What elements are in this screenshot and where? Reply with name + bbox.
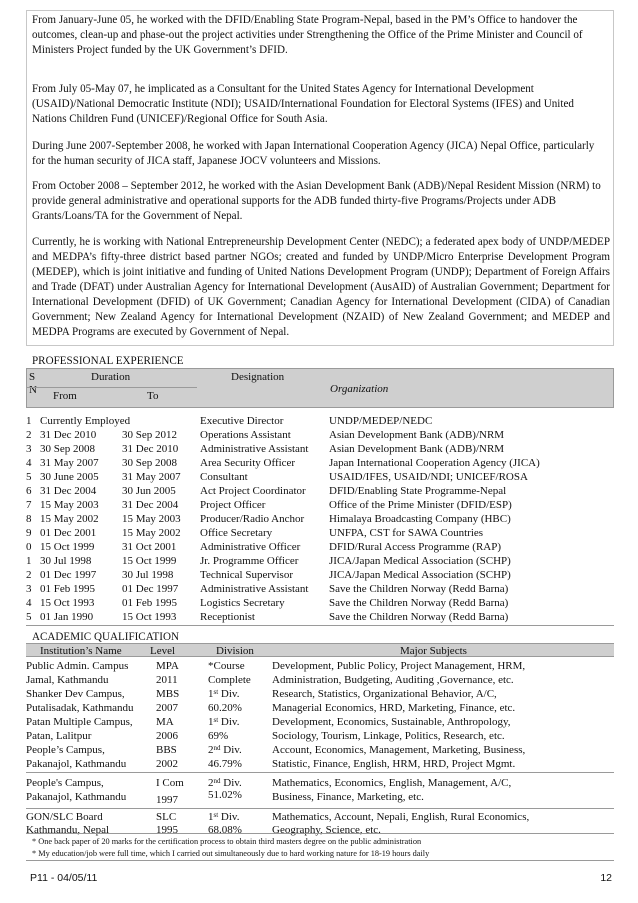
academic-table-header [26,643,614,657]
paragraph-jica: During June 2007-September 2008, he worked with Japan International Cooperation Agency (JICA) Nepal Office, particularly for the human security of JICA staff, Japanese JOCV volunteers and Missions. [32,140,595,167]
paragraph-nedc: Currently, he is working with National Entrepreneurship Development Center (NEDC); a federated apex body of UNDP/MEDEP and MEDPA’s fifty-three district based partner NGOs; created and funded by UNDP/Micro Enterprise Development Program (MEDEP), which is joint initiative and funding of United Nations Development Program (UNDP); Department of Foreign Affairs and Trade (DFAT) under Australian Agency for International Development (AusAID) of Australian Government; Department for International Development (DFID) of UK Government; Canadian Agency for International Development (CIDA) of Canadian Government; New Zealand Agency for International Development (NZAID) of New Zealand Government; and MEDEP and MEDPA Programs are executed by Government of Nepal. [32,236,610,338]
footer-page-number: 12 [600,872,612,884]
table-row: 7 15 May 2003 31 Dec 2004 Project Officer Office of the Prime Minister (DFID/ESP) [26,499,512,511]
header-to: To [147,390,159,402]
table-row: 2 01 Dec 1997 30 Jul 1998 Technical Supervisor JICA/Japan Medical Association (SCHP) [26,569,511,581]
table-row: 1 Currently Employed Executive Director UNDP/MEDEP/NEDC [26,415,433,427]
table-row: 9 01 Dec 2001 15 May 2002 Office Secretary UNFPA, CST for SAWA Countries [26,527,484,539]
header-institution: Institution’s Name [40,645,122,657]
footnote-back-paper: * One back paper of 20 marks for the certification process to obtain third masters degree on the public administration [32,837,422,846]
academic-divider [26,772,614,773]
table-row: 4 31 May 2007 30 Sep 2008 Area Security Officer Japan International Cooperation Agency (JICA) [26,457,540,469]
header-sn-s: S [29,371,36,383]
table-row: 3 01 Feb 1995 01 Dec 1997 Administrative Assistant Save the Children Norway (Redd Barna) [26,583,509,595]
header-major-subjects: Major Subjects [400,645,467,657]
table-row: 5 30 June 2005 31 May 2007 Consultant USAID/IFES, USAID/NDI; UNICEF/ROSA [26,471,528,483]
academic-divider [26,808,614,809]
table-row: 6 31 Dec 2004 30 Jun 2005 Act Project Coordinator DFID/Enabling State Programme-Nepal [26,485,507,497]
career-narrative-box [26,10,614,346]
paragraph-usaid: From July 05-May 07, he implicated as a Consultant for the United States Agency for International Development (USAID)/National Democratic Institute (NDI); USAID/International Foundation for Electoral Systems (IFES) and United Nations Children Fund (UNICEF)/Regional Office for South Asia. [32,83,574,125]
professional-table-bottom-rule [26,625,614,626]
table-row: 2 31 Dec 2010 30 Sep 2012 Operations Assistant Asian Development Bank (ADB)/NRM [26,429,505,441]
table-row: 8 15 May 2002 15 May 2003 Producer/Radio Anchor Himalaya Broadcasting Company (HBC) [26,513,511,525]
header-organization: Organization [330,383,389,395]
header-division: Division [216,645,254,657]
table-row: 5 01 Jan 1990 15 Oct 1993 Receptionist Save the Children Norway (Redd Barna) [26,611,509,623]
header-designation: Designation [231,371,285,383]
table-row: 3 30 Sep 2008 31 Dec 2010 Administrative Assistant Asian Development Bank (ADB)/NRM [26,443,505,455]
table-row: 0 15 Oct 1999 31 Oct 2001 Administrative Officer DFID/Rural Access Programme (RAP) [26,541,502,553]
paragraph-dfid: From January-June 05, he worked with the DFID/Enabling State Program-Nepal, based in the PM’s Office to handover the outcomes, clean-up and phase-out the project activities under Strengthening the Office of the Prime Minister and Council of Ministers Project funded by the UK Government’s DFID. [32,14,583,56]
footnote-full-time: * My education/job were full time, which I carried out simultaneously due to hard working nature for 18-19 hours daily [32,849,430,858]
header-duration: Duration [91,371,131,383]
header-level: Level [150,645,176,657]
paragraph-adb: From October 2008 – September 2012, he worked with the Asian Development Bank (ADB)/Nepal Resident Mission (NRM) to provide general administrative and operational supports for the ADB funded thirty-five Programs/Projects under ADB Grants/Loans/TA for the Government of Nepal. [32,180,601,222]
header-from: From [53,390,77,402]
footnotes [26,833,614,861]
professional-experience-title: PROFESSIONAL EXPERIENCE [32,355,184,367]
header-sn-n: N [29,384,37,396]
footer-document-code: P11 - 04/05/11 [30,872,98,884]
professional-table-header [26,368,614,408]
academic-qualification-title: ACADEMIC QUALIFICATION [32,631,179,643]
table-row: 1 30 Jul 1998 15 Oct 1999 Jr. Programme Officer JICA/Japan Medical Association (SCHP) [26,555,511,567]
document-page: From January-June 05, he worked with the DFID/Enabling State Program-Nepal, based in the PM’s Office to handover the outcomes, clean-up and phase-out the project activities under Strengthening the Office of the Prime Minister and Council of Ministers Project funded by the UK Government’s DFID. From July 05-May 07, he implicated as a Consultant for the United States Agency for International Development (USAID)/National Democratic Institute (NDI); USAID/International Foundation for Electoral Systems (IFES) and United Nations Children Fund (UNICEF)/Regional Office for South Asia. During June 2007-September 2008, he worked with Japan International Cooperation Agency (JICA) Nepal Office, particularly for the human security of JICA staff, Japanese JOCV volunteers and Missions. From October 2008 – September 2012, he worked with the Asian Development Bank (ADB)/Nepal Resident Mission (NRM) to provide general administrative and operational supports for the ADB funded thirty-five Programs/Projects under ADB Grants/Loans/TA for the Government of Nepal. Currently, he is working with National Entrepreneurship Development Center (NEDC); a federated apex body of UNDP/MEDEP and MEDPA’s fifty-three district based partner NGOs; created and funded by UNDP/Micro Enterprise Development Program (MEDEP), which is joint initiative and funding of United Nations Development Program (UNDP); Department of Foreign Affairs and Trade (DFAT) under Australian Agency for International Development (AusAID) of Australian Government; Department for International Development (DFID) of UK Government; Canadian Agency for International Development (CIDA) of Canadian Government; New Zealand Agency for International Development (NZAID) of New Zealand Government; and MEDEP and MEDPA Programs are executed by Government of Nepal. PROFESSIONAL EXPERIENCE S N Duration From To Designation Organization 1 Currently Employed Executive Director UNDP/MEDEP/NEDC 2 31 Dec 2010 30 Sep 2012 Operations Assistant Asian Development Bank (ADB)/NRM 3 30 Sep 2008 31 Dec 2010 Administrative Assistant Asian Development Bank (ADB)/NRM 4 31 May 2007 30 Sep 2008 Area Security Officer Japan International Cooperation Agency (JICA) 5 30 June 2005 31 May 2007 Consultant USAID/IFES, USAID/NDI; UNICEF/ROSA 6 31 Dec 2004 30 Jun 2005 Act Project Coordinator DFID/Enabling State Programme-Nepal 7 15 May 2003 31 Dec 2004 Project Officer Office of the Prime Minister (DFID/ESP) 8 15 May 2002 15 May 2003 Producer/Radio Anchor Himalaya Broadcasting Company (HBC) 9 01 Dec 2001 15 May 2002 Office Secretary UNFPA, CST for SAWA Countries 0 15 Oct 1999 31 Oct 2001 Administrative Officer DFID/Rural Access Programme (RAP) 1 30 Jul 1998 15 Oct 1999 Jr. Programme Officer JICA/Japan Medical Association (SCHP) 2 01 Dec 1997 30 Jul 1998 Technical Supervisor JICA/Japan Medical Association (SCHP) 3 01 Feb 1995 01 Dec 1997 Administrative Assistant Save the Children Norway (Redd Barna) 4 15 Oct 1993 01 Feb 1995 Logistics Secretary Save the Children Norway (Redd Barna) 5 01 Jan 1990 15 Oct 1993 Receptionist Save the Children Norway (Redd Barna) ACADEMIC QUALIFICATION Institution’s Name Level Division Major Subjects Public Admin. Campus Jamal, Kathmandu MPA 2011 *Course Complete Development, Public Policy, Project Management, HRM, Administration, Budgeting, Auditing ,Governance, etc. Shanker Dev Campus, Putalisadak, Kathmandu MBS 2007 1st Div. 60.20% Research, Statistics, Organizational Behavior, A/C, Managerial Economics, HRD, Marketing, Finance, etc. Patan Multiple Campus, Patan, Lalitpur MA 2006 1st Div. 69% Development, Economics, Sustainable, Anthropology, Sociology, Tourism, Linkage, Politics, Research, etc. People’s Campus, Pakanajol, Kathmandu BBS 2002 2nd Div. 46.79% Account, Economics, Management, Marketing, Business, Statistic, Finance, English, HRM, HRD, Project Mgmt. People's Campus, Pakanajol, Kathmandu I Com 1997 2nd Div. 51.02% Mathematics, Economics, English, Management, A/C, Business, Finance, Marketing, etc. GON/SLC Board Kathmandu, Nepal SLC 1995 1st Div. 68.08% Mathematics, Account, Nepali, English, Rural Economics, Geography, Science, etc. * One back paper of 20 marks for the certification process to obtain third masters degree on the public administration * My education/job were full time, which I carried out simultaneously due to hard working nature for 18-19 hours daily P11 - 04/05/11 12 [0,0,638,903]
table-row: 4 15 Oct 1993 01 Feb 1995 Logistics Secretary Save the Children Norway (Redd Barna) [26,597,509,609]
